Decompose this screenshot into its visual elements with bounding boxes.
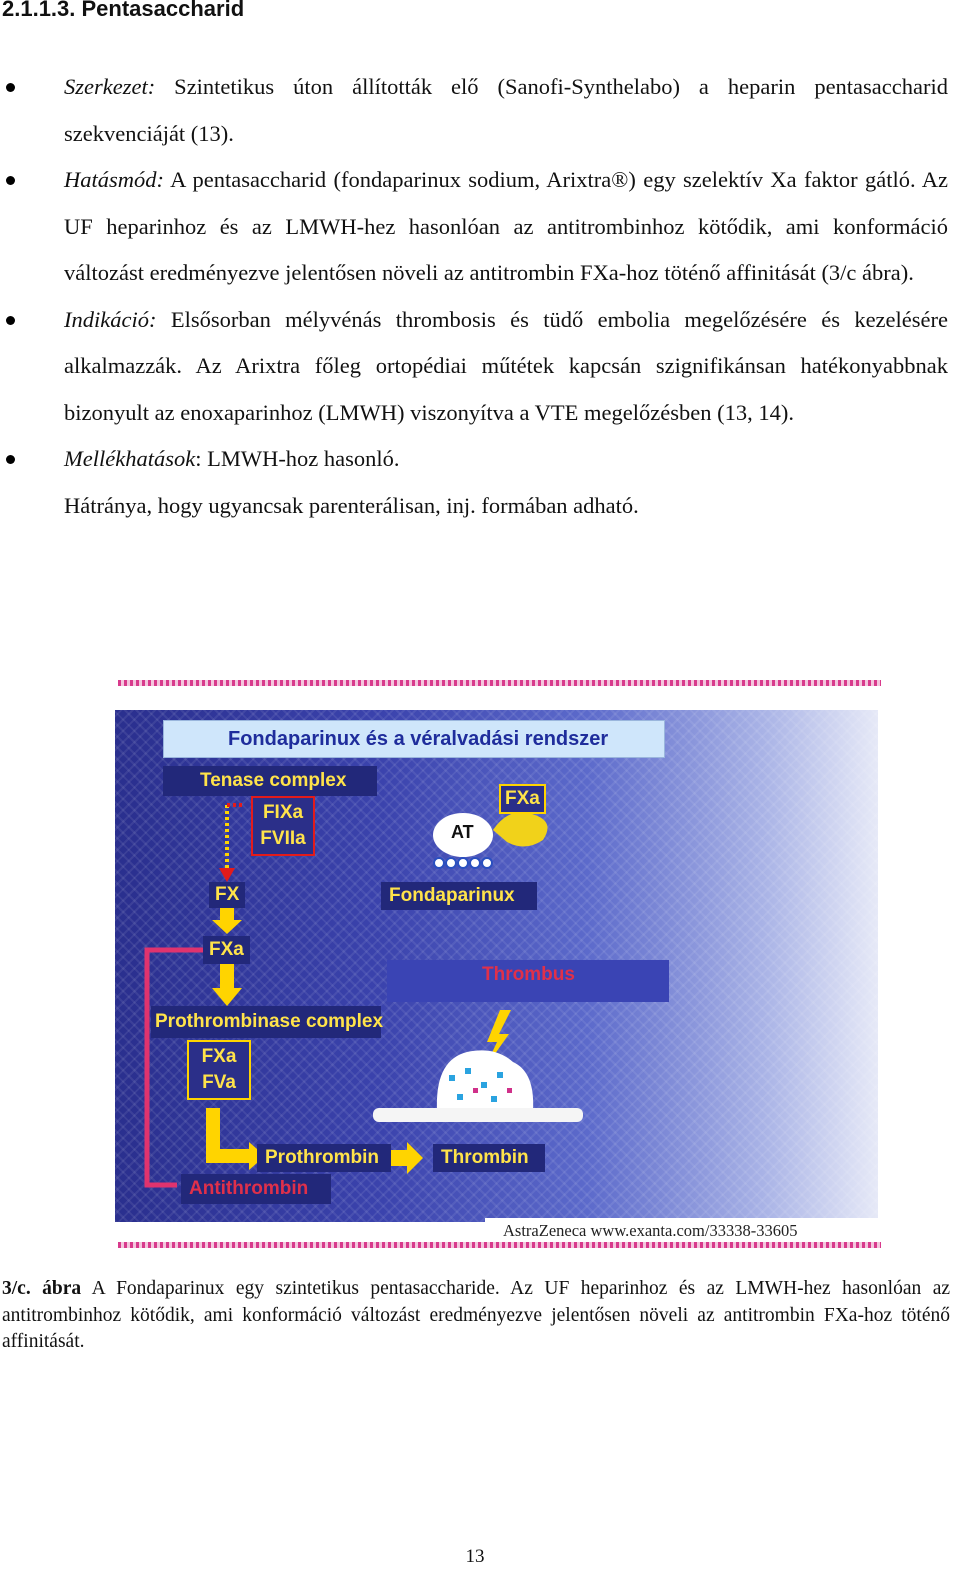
bullet-structure (64, 64, 948, 157)
figure-title: Fondaparinux és a véralvadási rendszer (163, 720, 665, 758)
bullet-list (0, 64, 960, 529)
caption-label: 3/c. ábra (2, 1278, 82, 1299)
antithrombin-label: Antithrombin (181, 1174, 331, 1204)
bullet-dot-icon (6, 176, 15, 185)
bullet-term: Szerkezet: (64, 74, 156, 99)
arrowhead-icon (219, 868, 235, 882)
caption-text: A Fondaparinux egy szintetikus pentasaccharide. Az UF heparinhoz és az LMWH-hez hasonlóan az antitrombinhoz kötődik, ami konformáció változást eredményezve jelentősen növeli az antitrombin FXa-hoz töténő affinitását. (2, 1278, 951, 1352)
cofactor-box (187, 1040, 251, 1100)
figure-credit: AstraZeneca www.exanta.com/33338-33605 (485, 1218, 883, 1244)
arrowhead-icon (407, 1142, 423, 1174)
coagulation-figure (115, 680, 883, 1260)
fxa-enzyme-icon (493, 812, 548, 846)
vessel-wall-icon (373, 1108, 583, 1122)
fixa-label: FIXa (262, 802, 304, 823)
bullet-dot-icon (6, 83, 15, 92)
at-label: AT (451, 822, 474, 842)
bullet-term: Mellékhatások (64, 446, 196, 471)
bullet-dot-icon (6, 316, 15, 325)
bullet-mechanism (64, 157, 948, 297)
bent-arrow-icon (213, 1108, 251, 1156)
thrombin-label: Thrombin (433, 1144, 545, 1172)
bullet-text: : LMWH-hoz hasonló. (195, 446, 400, 471)
fxa-low-label: FXa (201, 1046, 237, 1067)
figure-bottom-stripe (118, 1242, 881, 1248)
arrowhead-icon (212, 988, 242, 1006)
bullet-side-effects (64, 436, 948, 483)
fva-label: FVa (202, 1072, 236, 1093)
tenase-label: Tenase complex (163, 766, 377, 796)
figure-panel (115, 710, 878, 1240)
bullet-text: Szintetikus úton állították elő (Sanofi-Synthelabo) a heparin pentasaccharid szekvenciáját (13). (64, 74, 948, 146)
bullet-text: Elsősorban mélyvénás thrombosis és tüdő embolia megelőzésére és kezelésére alkalmazzák. Az Arixtra főleg ortopédiai műtétek kapcsán szignifikánsan hatékonyabbnak bizonyult az enoxaparinhoz (LMWH) viszonyítva a VTE megelőzésben (13, 14). (64, 306, 948, 425)
figure-top-stripe (118, 680, 881, 686)
prothrombin-label: Prothrombin (257, 1144, 391, 1172)
fx-label: FX (209, 882, 245, 908)
prothrombinase-label: Prothrombinase complex (151, 1006, 381, 1038)
fondaparinux-label: Fondaparinux (381, 882, 537, 910)
fxa-mid-label: FXa (203, 936, 250, 964)
page-number: 13 (465, 1546, 485, 1567)
thrombus-label: Thrombus (387, 960, 669, 1002)
fondaparinux-chain-icon (434, 858, 492, 868)
drawback-line: Hátránya, hogy ugyancsak parenterálisan, inj. formában adható. (64, 492, 639, 518)
bullet-dot-icon (6, 455, 15, 464)
section-heading: 2.1.1.3. Pentasaccharid (2, 0, 245, 21)
bullet-term: Indikáció: (64, 306, 157, 332)
bullet-indication (64, 297, 948, 437)
arrowhead-icon (212, 920, 242, 934)
fviia-label: FVIIa (260, 828, 306, 849)
fxa-top-label: FXa (499, 784, 546, 814)
bullet-text: A pentasaccharid (fondaparinux sodium, Arixtra®) egy szelektív Xa faktor gátló. Az UF heparinhoz és az LMWH-hez hasonlóan az antitrombinhoz kötődik, ami konformáció változást eredményezve jelentősen növeli az antitrombin FXa-hoz töténő affinitását (3/c ábra). (64, 167, 948, 285)
bullet-term: Hatásmód: (64, 167, 164, 192)
figure-caption (2, 1276, 950, 1356)
arrow-shaft-icon (220, 964, 234, 990)
